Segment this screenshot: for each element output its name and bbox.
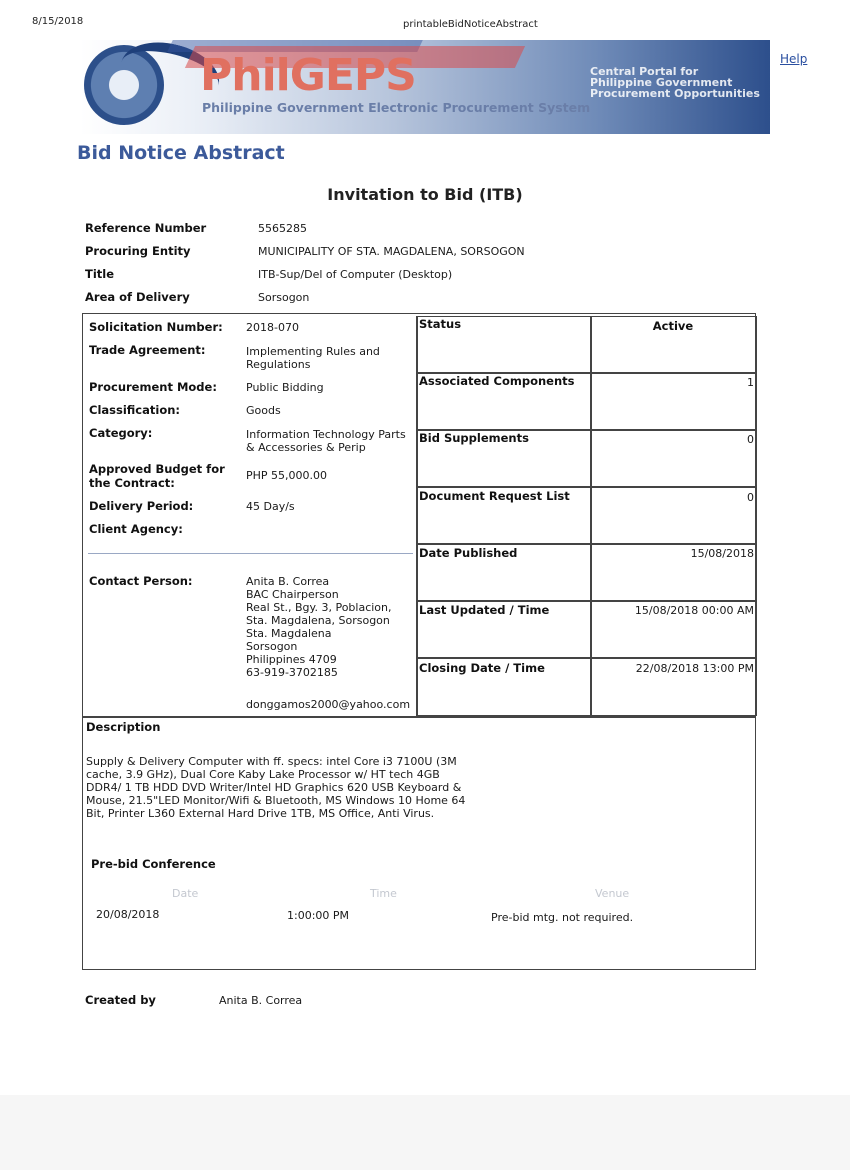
detail-value: 45 Day/s (246, 500, 295, 513)
prebid-header-date: Date (172, 887, 199, 900)
status-label: Date Published (419, 546, 518, 560)
prebid-header-time: Time (370, 887, 397, 900)
summary-label: Procuring Entity (85, 244, 191, 258)
philgeps-logo-text: PhilGEPS (200, 50, 416, 101)
status-value: 1 (747, 376, 754, 389)
detail-label: Procurement Mode: (89, 380, 217, 394)
help-link[interactable]: Help (780, 52, 808, 66)
detail-label: Classification: (89, 403, 181, 417)
prebid-date: 20/08/2018 (96, 908, 160, 921)
description-label: Description (86, 720, 161, 734)
description-divider (82, 716, 756, 718)
detail-value: 2018-070 (246, 321, 299, 334)
portal-line: Central Portal for (590, 65, 699, 78)
notice-type-title: Invitation to Bid (ITB) (327, 185, 523, 204)
status-value: 22/08/2018 13:00 PM (635, 662, 754, 675)
detail-label: Category: (89, 426, 153, 440)
print-page-title: printableBidNoticeAbstract (403, 19, 538, 30)
prebid-header-venue: Venue (595, 887, 630, 900)
prebid-venue: Pre-bid mtg. not required. (491, 911, 634, 924)
print-date: 8/15/2018 (32, 16, 84, 27)
prebid-time: 1:00:00 PM (287, 909, 350, 922)
detail-value: PHP 55,000.00 (246, 469, 328, 482)
contact-email[interactable]: donggamos2000@yahoo.com (246, 698, 411, 711)
detail-label: Client Agency: (89, 522, 183, 536)
contact-line: Philippines 4709 (246, 653, 337, 666)
portal-tagline (590, 66, 770, 99)
page-heading: Bid Notice Abstract (77, 142, 285, 164)
status-label: Status (419, 317, 462, 331)
status-row-divider (417, 486, 757, 488)
status-row-divider (417, 600, 757, 602)
summary-value: MUNICIPALITY OF STA. MAGDALENA, SORSOGON (258, 245, 525, 258)
status-value: Active (652, 319, 694, 333)
created-by-value: Anita B. Correa (219, 994, 303, 1007)
status-value: 0 (747, 433, 754, 446)
detail-label: Delivery Period: (89, 499, 194, 513)
contact-separator (88, 553, 413, 554)
summary-value: ITB-Sup/Del of Computer (Desktop) (258, 268, 453, 281)
status-label: Bid Supplements (419, 431, 529, 445)
status-label: Last Updated / Time (419, 603, 550, 617)
contact-block (246, 575, 416, 679)
status-label: Associated Components (419, 374, 575, 388)
portal-line: Philippine Government (590, 76, 733, 89)
contact-label: Contact Person: (89, 574, 193, 588)
status-label: Document Request List (419, 489, 570, 503)
prebid-label: Pre-bid Conference (91, 857, 216, 871)
scan-bottom-edge (0, 1095, 850, 1170)
detail-label: Approved Budget for the Contract: (89, 462, 225, 490)
status-value: 15/08/2018 00:00 AM (634, 604, 754, 617)
summary-value: Sorsogon (258, 291, 310, 304)
contact-line: Sta. Magdalena, Sorsogon (246, 614, 390, 627)
status-row-divider (417, 543, 757, 545)
summary-label: Title (85, 267, 115, 281)
detail-value: Public Bidding (246, 381, 324, 394)
summary-label: Area of Delivery (85, 290, 190, 304)
status-value: 0 (747, 491, 754, 504)
summary-label: Reference Number (85, 221, 207, 235)
status-label: Closing Date / Time (419, 661, 545, 675)
contact-line: Real St., Bgy. 3, Poblacion, (246, 601, 392, 614)
detail-value: Goods (246, 404, 281, 417)
status-row-divider (417, 657, 757, 659)
philgeps-logo-subtitle: Philippine Government Electronic Procurement System (202, 100, 591, 115)
status-value: 15/08/2018 (690, 547, 754, 560)
summary-value: 5565285 (258, 222, 307, 235)
created-by-label: Created by (85, 993, 156, 1007)
contact-line: 63-919-3702185 (246, 666, 338, 679)
contact-line: Anita B. Correa (246, 575, 330, 588)
detail-value: Information Technology Parts & Accessories & Perip (246, 428, 406, 454)
portal-line: Procurement Opportunities (590, 87, 760, 100)
contact-line: BAC Chairperson (246, 588, 339, 601)
detail-label: Trade Agreement: (89, 343, 206, 357)
detail-label: Solicitation Number: (89, 320, 223, 334)
philgeps-banner (80, 40, 770, 134)
description-text: Supply & Delivery Computer with ff. specs: intel Core i3 7100U (3M cache, 3.9 GHz), Dual Core Kaby Lake Processor w/ HT tech 4GB DDR4/ 1 TB HDD DVD Writer/Intel HD Graphics 620 USB Keyboard & Mouse, 21.5"LED Monitor/Wifi & Bluetooth, MS Windows 10 Home 64 Bit, Printer L360 External Hard Drive 1TB, MS Office, Anti Virus. (86, 755, 466, 820)
contact-line: Sorsogon (246, 640, 298, 653)
detail-value: Implementing Rules and Regulations (246, 345, 380, 371)
contact-line: Sta. Magdalena (246, 627, 332, 640)
